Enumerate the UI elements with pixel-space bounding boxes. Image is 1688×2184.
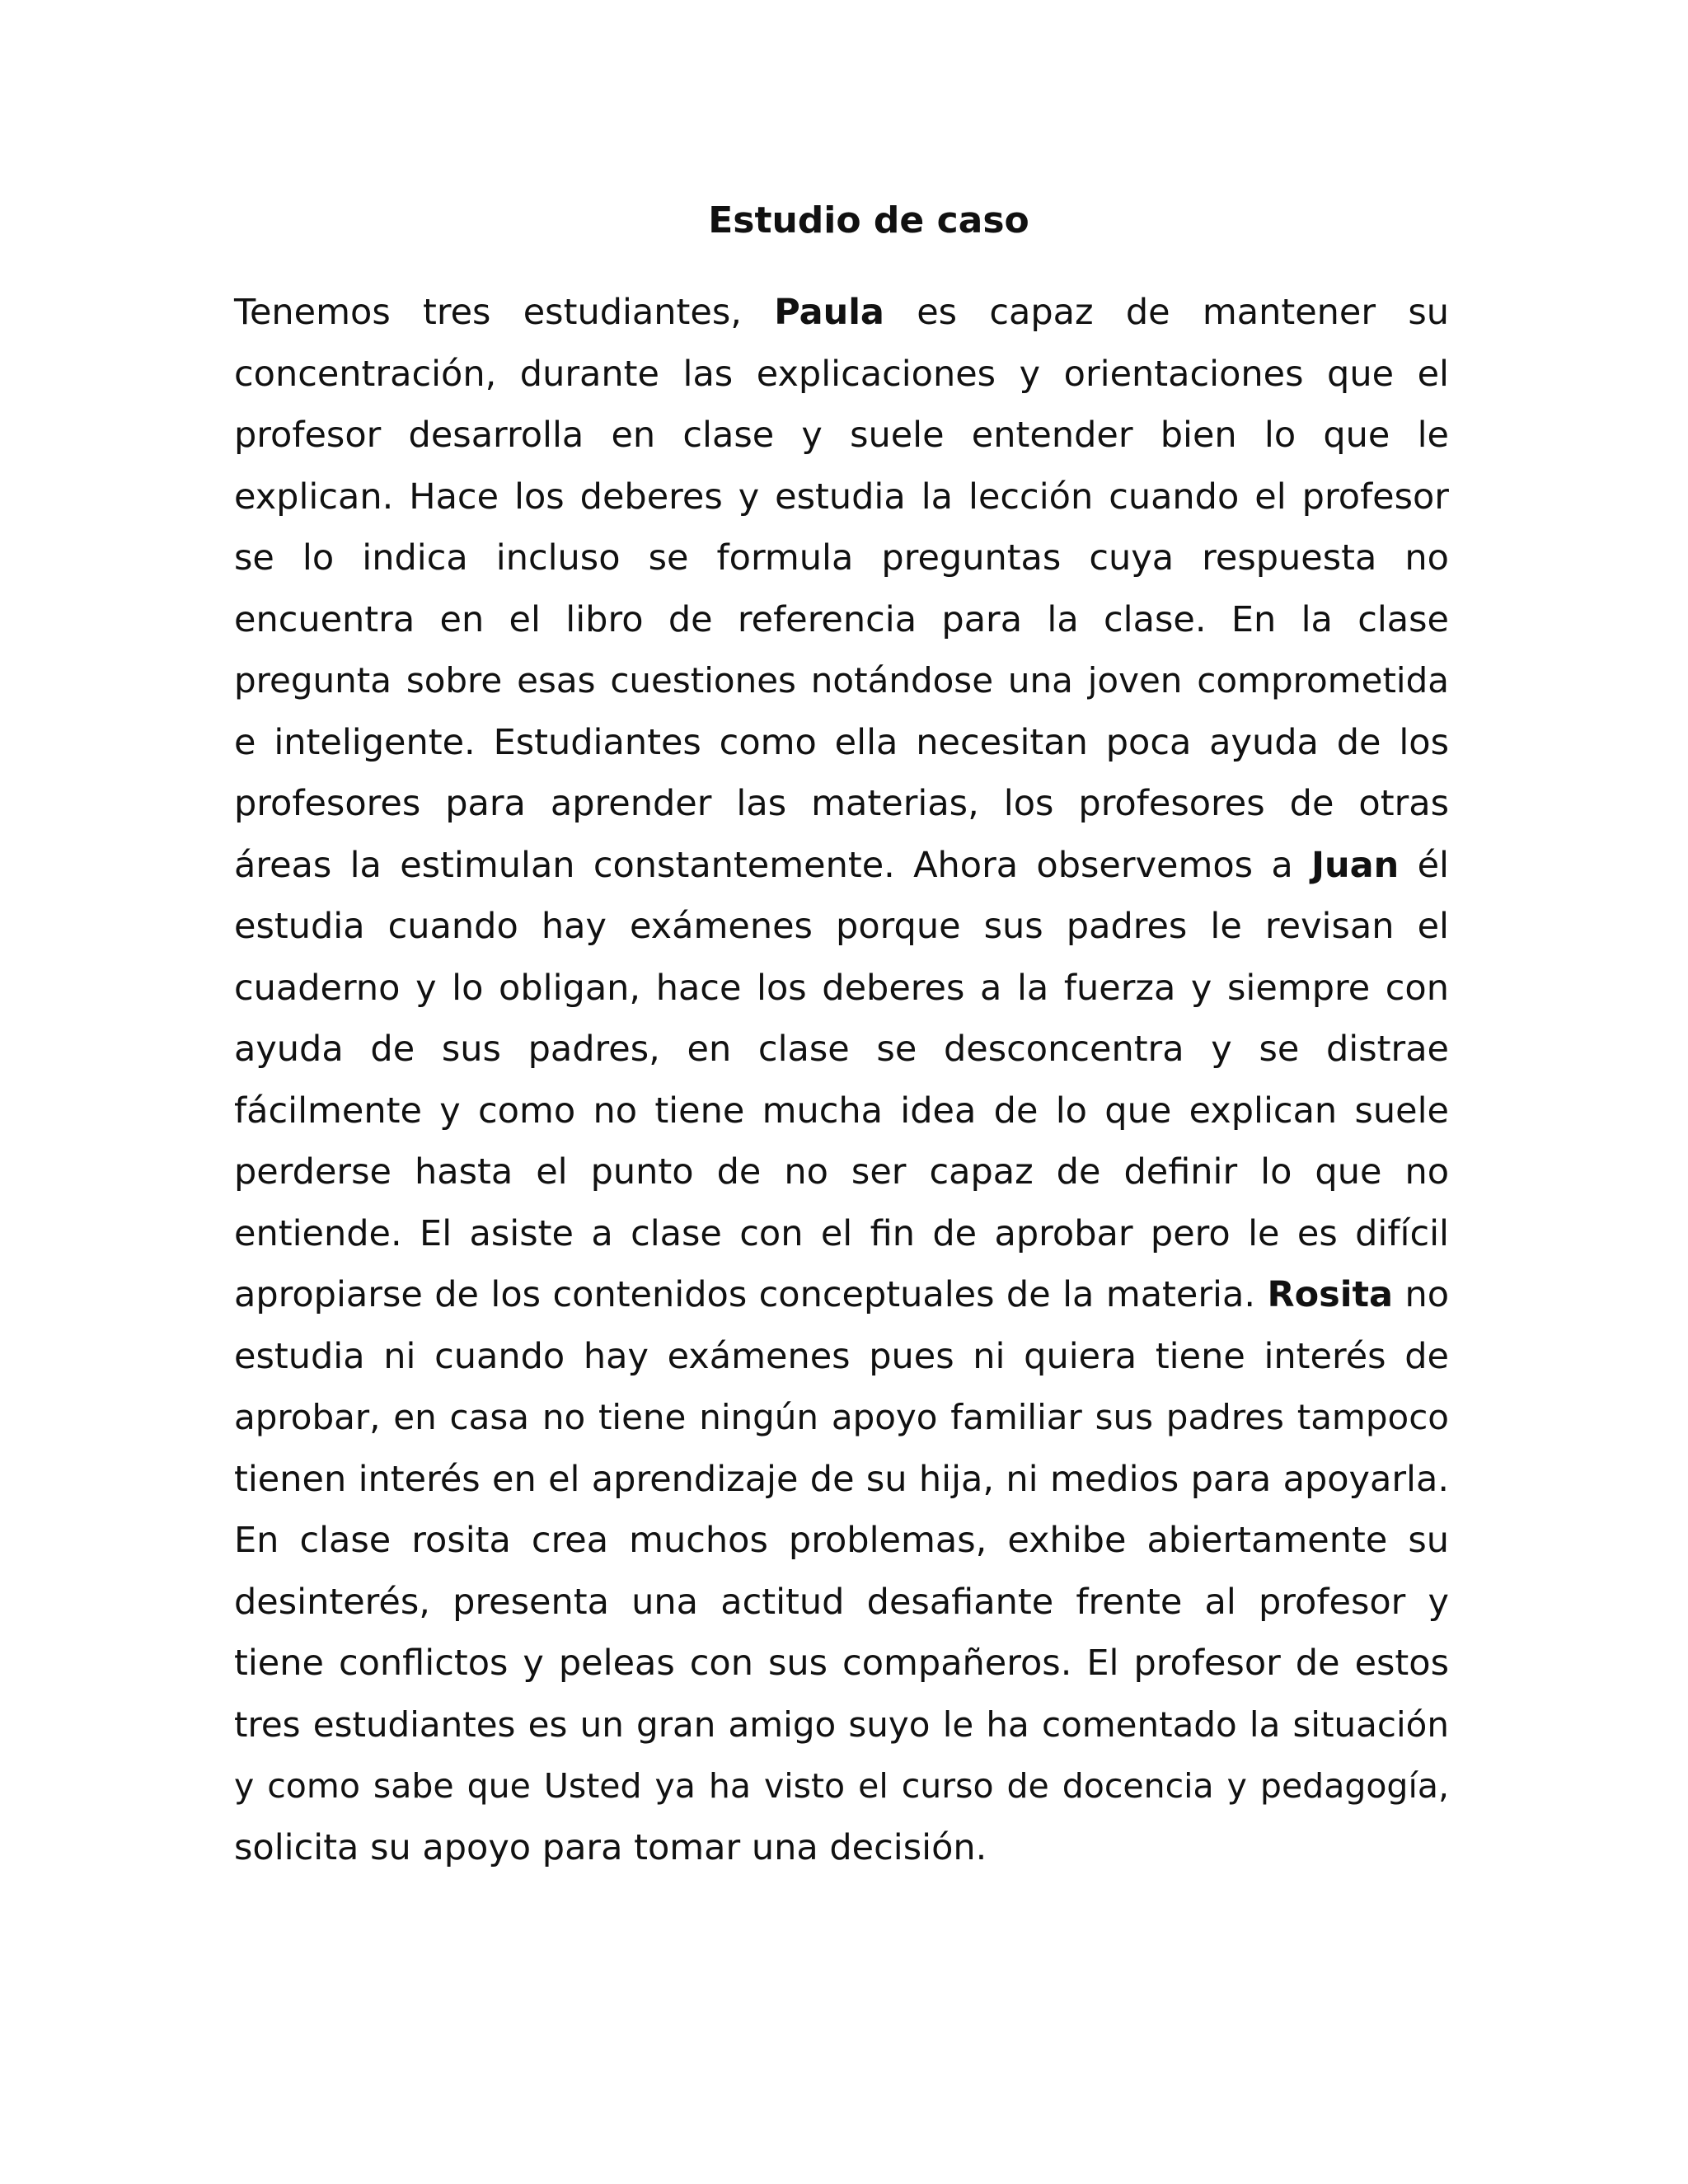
paragraph-text: explican. Hace los deberes y estudia la lección cuando el profesor (234, 476, 1449, 518)
student-name: Juan (1311, 844, 1400, 886)
paragraph-text: y como sabe que Usted ya ha visto el curso de docencia y pedagogía, (234, 1766, 1449, 1806)
paragraph-line (234, 1264, 1449, 1326)
paragraph-text: entiende. El asiste a clase con el fin de aprobar pero le es difícil (234, 1212, 1449, 1254)
paragraph-line (234, 1019, 1449, 1080)
paragraph-text: perderse hasta el punto de no ser capaz de definir lo que no (234, 1151, 1449, 1193)
paragraph-text: ayuda de sus padres, en clase se desconcentra y se distrae (234, 1029, 1449, 1070)
paragraph-line (234, 650, 1449, 712)
paragraph-text: fácilmente y como no tiene mucha idea de lo que explican suele (234, 1090, 1449, 1132)
paragraph-text: tienen interés en el aprendizaje de su hija, ni medios para apoyarla. (234, 1458, 1449, 1500)
paragraph-line (234, 1510, 1449, 1572)
paragraph-text: aprobar, en casa no tiene ningún apoyo familiar sus padres tampoco (234, 1397, 1449, 1437)
document-title: Estudio de caso (708, 199, 1029, 241)
paragraph-line (234, 896, 1449, 958)
paragraph-line (234, 1141, 1449, 1203)
paragraph-text: no (1393, 1274, 1450, 1315)
paragraph-text: estudia cuando hay exámenes porque sus padres le revisan el (234, 906, 1449, 947)
paragraph-line (234, 1694, 1449, 1756)
paragraph-text: se lo indica incluso se formula preguntas cuya respuesta no (234, 537, 1449, 579)
paragraph-line (234, 712, 1449, 774)
paragraph-line (234, 405, 1449, 466)
paragraph-text: él (1399, 844, 1449, 886)
paragraph-text: Tenemos tres estudiantes, (234, 292, 775, 333)
paragraph-line (234, 835, 1449, 897)
paragraph-line (234, 344, 1449, 405)
paragraph-text: es capaz de mantener su (884, 292, 1449, 333)
paragraph-text: tres estudiantes es un gran amigo suyo le ha comentado la situación (234, 1704, 1449, 1745)
student-name: Paula (774, 292, 884, 333)
paragraph-text: encuentra en el libro de referencia para la clase. En la clase (234, 598, 1449, 640)
paragraph-text: cuaderno y lo obligan, hace los deberes a la fuerza y siempre con (234, 967, 1449, 1009)
paragraph-line (234, 1080, 1449, 1142)
paragraph-text: En clase rosita crea muchos problemas, exhibe abiertamente su (234, 1520, 1449, 1561)
case-study-paragraph (234, 282, 1449, 1878)
paragraph-text: pregunta sobre esas cuestiones notándose una joven comprometida (234, 660, 1449, 701)
paragraph-line (234, 1203, 1449, 1265)
student-name: Rosita (1267, 1274, 1394, 1315)
paragraph-text: solicita su apoyo para tomar una decisión. (234, 1826, 987, 1868)
paragraph-text: e inteligente. Estudiantes como ella necesitan poca ayuda de los (234, 721, 1449, 763)
paragraph-line (234, 1817, 1449, 1879)
paragraph-line (234, 466, 1449, 528)
paragraph-text: áreas la estimulan constantemente. Ahora observemos a (234, 844, 1312, 886)
paragraph-text: desinterés, presenta una actitud desafiante frente al profesor y (234, 1581, 1449, 1623)
paragraph-line (234, 1572, 1449, 1633)
paragraph-line (234, 1755, 1449, 1817)
paragraph-text: profesor desarrolla en clase y suele entender bien lo que le (234, 415, 1449, 456)
paragraph-text: concentración, durante las explicaciones y orientaciones que el (234, 353, 1449, 395)
paragraph-line (234, 1387, 1449, 1449)
paragraph-text: tiene conflictos y peleas con sus compañeros. El profesor de estos (234, 1643, 1449, 1684)
paragraph-text: apropiarse de los contenidos conceptuales de la materia. (234, 1274, 1268, 1315)
paragraph-line (234, 958, 1449, 1019)
paragraph-line (234, 282, 1449, 344)
paragraph-text: profesores para aprender las materias, los profesores de otras (234, 783, 1449, 824)
paragraph-line (234, 1449, 1449, 1511)
paragraph-line (234, 527, 1449, 589)
paragraph-line (234, 1326, 1449, 1388)
paragraph-line (234, 773, 1449, 835)
paragraph-text: estudia ni cuando hay exámenes pues ni quiera tiene interés de (234, 1335, 1449, 1377)
paragraph-line (234, 1633, 1449, 1694)
paragraph-line (234, 589, 1449, 651)
